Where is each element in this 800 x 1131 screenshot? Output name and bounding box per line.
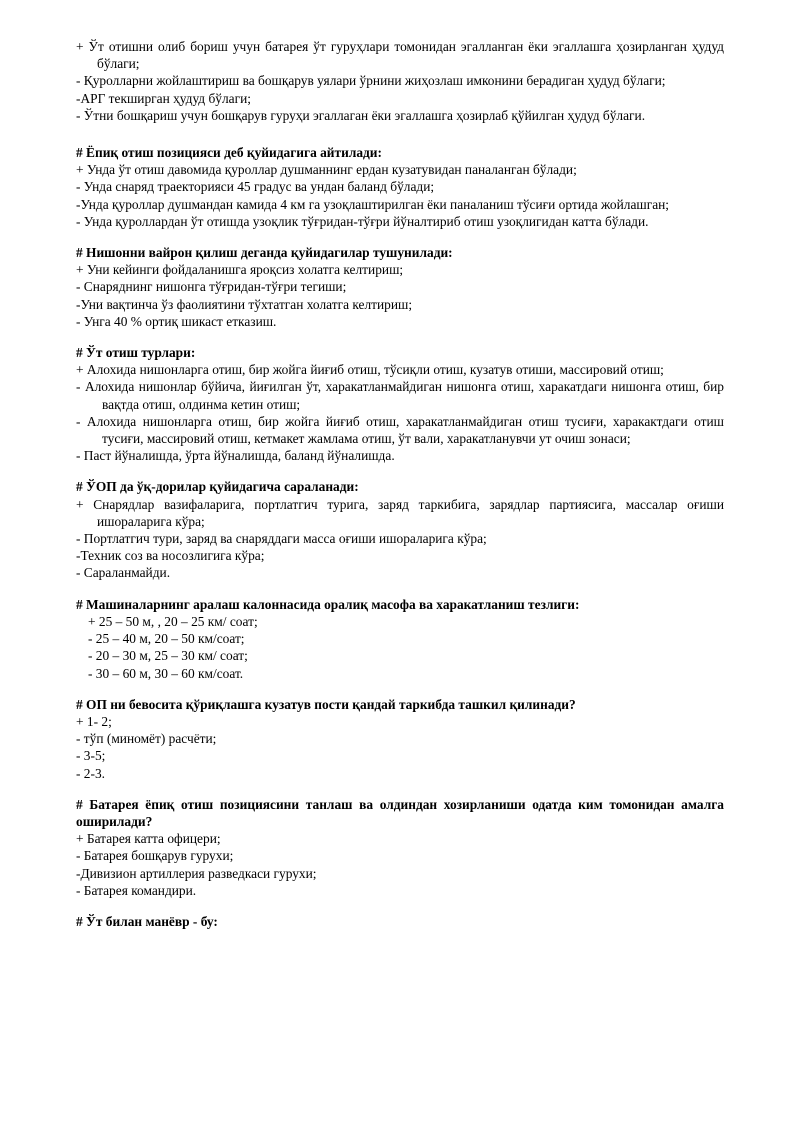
answer-option: - Унга 40 % ортиқ шикаст етказиш. (76, 313, 277, 329)
answer-option: - Батарея командири. (76, 882, 197, 898)
question-heading: # Батарея ёпиқ отиш позициясини танлаш ва олдиндан хозирланиши одатда ким томонидан амалга оширилади? (76, 796, 724, 829)
answer-option: + 1- 2; (76, 713, 112, 729)
answer-option: - Снаряднинг нишонга тўғридан-тўғри тегиши; (76, 279, 347, 295)
answer-option: - Алохида нишонларга отиш, бир жойга йиғиб отиш, харакатланмайдиган отиш тусиғи, харакактдаги отиш тусиғи, массировий отиш, кетмакет жамлама отиш, ўт вали, харакатланувчи ут очиш зонаси; (76, 413, 724, 447)
answer-option: + 25 – 50 м, , 20 – 25 км/ соат; (88, 613, 258, 629)
answer-option: - Паст йўналишда, ўрта йўналишда, баланд йўналишда. (76, 448, 395, 464)
answer-option: - Портлатгич тури, заряд ва снаряддаги масса оғиши ишораларига кўра; (76, 531, 487, 547)
answer-option: - 30 – 60 м, 30 – 60 км/соат. (88, 665, 244, 681)
answer-option: - Унда қуроллардан ўт отишда узоқлик тўғридан-тўғри йўналтириб отиш узоқлигидан катта бўлади. (76, 213, 649, 229)
question-heading: # Нишонни вайрон қилиш деганда қуйидагилар тушунилади: (76, 245, 453, 261)
answer-option: + Уни кейинги фойдаланишга яроқсиз холатга келтириш; (76, 262, 404, 278)
answer-option: - Ўтни бошқариш учун бошқарув гуруҳи эгаллаган ёки эгаллашга ҳозирлаб қўйилган ҳудуд бўлаги. (76, 107, 646, 123)
answer-option: - Алохида нишонлар бўйича, йиғилган ўт, харакатланмайдиган нишонга отиш, харакатдаги нишонга отиш, бир вақтда отиш, олдинма кетин отиш; (76, 379, 724, 412)
answer-option: -Уни вақтинча ўз фаолиятини тўхтатган холатга келтириш; (76, 296, 413, 312)
question-heading: # Ўт билан манёвр - бу: (76, 913, 218, 929)
question-heading: # ЎОП да ўқ-дорилар қуйидагича сараланади: (76, 479, 359, 495)
answer-option: -Техник соз ва носозлигига кўра; (76, 548, 265, 564)
answer-option: -Унда қуроллар душмандан камида 4 км га узоқлаштирилган ёки паналаниш тўсиғи ортида жойлашган; (76, 196, 670, 212)
answer-option: - тўп (миномёт) расчёти; (76, 731, 217, 747)
answer-option: - Қуролларни жойлаштириш ва бошқарув уялари ўрнини жиҳозлаш имконини берадиган ҳудуд бўлаги; (76, 73, 666, 89)
answer-option: + Ўт отишни олиб бориш учун батарея ўт гуруҳлари томонидан эгалланган ёки эгаллашга ҳозирланган ҳудуд бўлаги; (76, 39, 724, 72)
test-questions-text (76, 38, 724, 930)
answer-option: + Снарядлар вазифаларига, портлатгич турига, заряд таркибига, зарядлар партиясига, массалар оғиши ишораларига кўра; (76, 496, 724, 529)
question-heading: # ОП ни бевосита қўриқлашга кузатув пости қандай таркибда ташкил қилинади? (76, 696, 576, 712)
answer-option: - 2-3. (76, 765, 106, 781)
answer-option: - Батарея бошқарув гурухи; (76, 848, 234, 864)
answer-option: - 25 – 40 м, 20 – 50 км/соат; (88, 631, 245, 647)
question-heading: # Ўт отиш турлари: (76, 345, 196, 361)
answer-option: -АРГ текширган ҳудуд бўлаги; (76, 90, 251, 106)
answer-option: + Алохида нишонларга отиш, бир жойга йиғиб отиш, тўсиқли отиш, кузатув отиши, массировий отиш; (76, 362, 664, 378)
answer-option: + Батарея катта офицери; (76, 831, 221, 847)
question-heading: # Машиналарнинг аралаш калоннасида оралиқ масофа ва харакатланиш тезлиги: (76, 596, 580, 612)
question-heading: # Ёпиқ отиш позицияси деб қуйидагига айтилади: (76, 145, 382, 161)
answer-option: -Дивизион артиллерия разведкаси гурухи; (76, 865, 317, 881)
answer-option: - Унда снаряд траекторияси 45 градус ва ундан баланд бўлади; (76, 179, 435, 195)
answer-option: + Унда ўт отиш давомида қуроллар душманнинг ердан кузатувидан паналанган бўлади; (76, 162, 577, 178)
answer-option: - 3-5; (76, 748, 106, 764)
answer-option: - Сараланмайди. (76, 565, 171, 581)
answer-option: - 20 – 30 м, 25 – 30 км/ соат; (88, 648, 248, 664)
